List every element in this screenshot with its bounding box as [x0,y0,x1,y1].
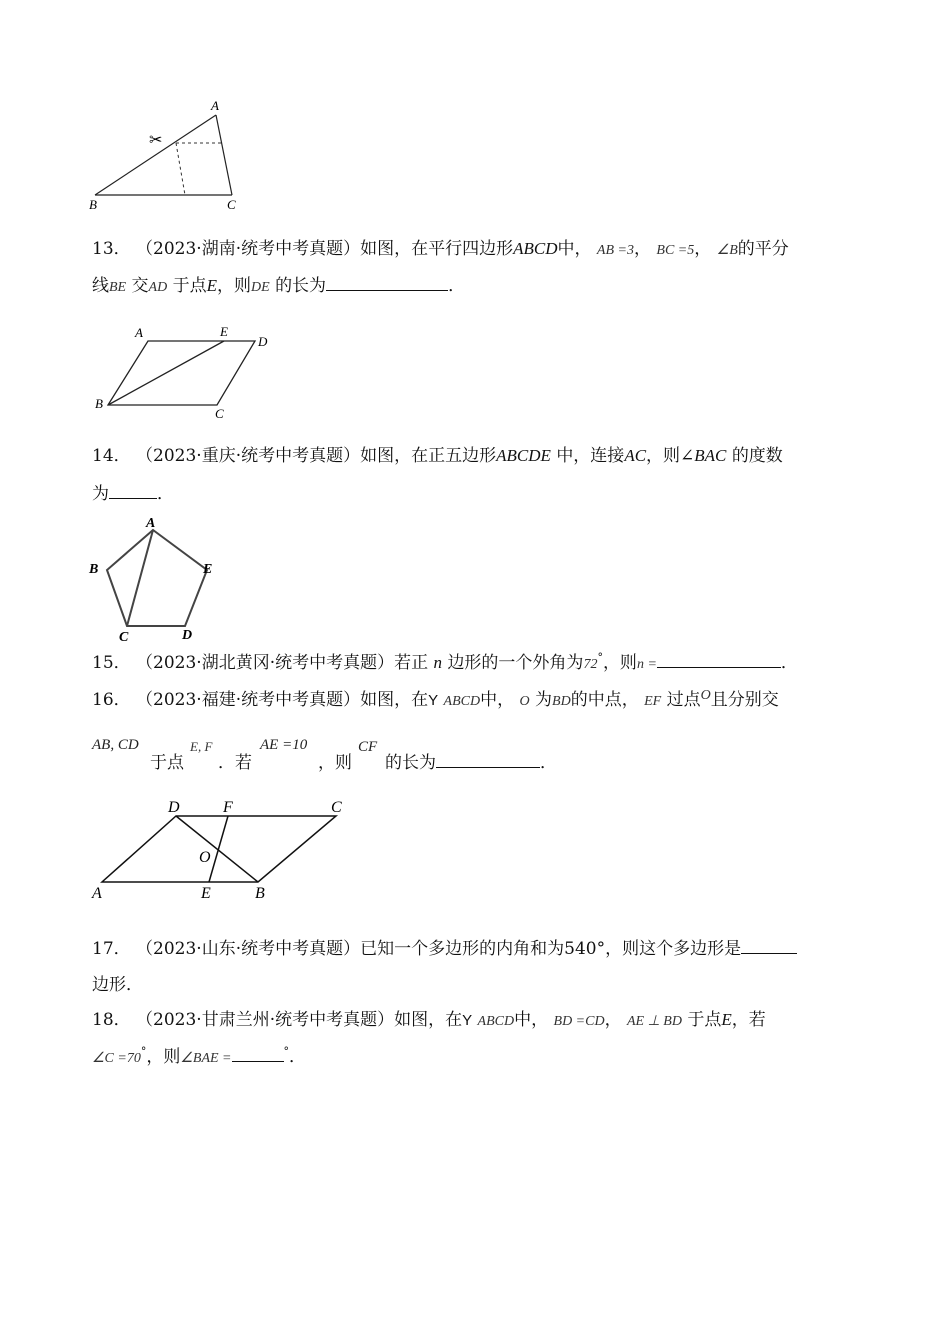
fig16-label-a: A [92,885,102,902]
q14-text: 的度数 [731,446,783,466]
q18-text: 如图，在 [394,1010,463,1030]
q16-text: 如图，在 [360,690,429,710]
q15-line1 [92,651,798,677]
q18-degree: ° [283,1045,289,1058]
q16-math-e-f: E, F [190,739,213,754]
fig16-label-o: O [199,849,211,866]
fig13-label-d: D [258,334,268,349]
q17-answer-blank[interactable] [741,937,797,954]
q16-text: 中， [480,690,515,710]
q14-math-ac: AC [624,446,647,465]
q16-math-ae-10: AE =10 [260,737,308,753]
q16-math-o: O [519,694,530,709]
q15-number: 15． [92,653,131,673]
q18-math-abcd: ABCD [477,1014,515,1029]
q13-text: 线 [92,276,109,296]
fig12-label-b: B [89,197,97,212]
q16-text: 于点 [150,753,184,773]
q13-text: 交 [131,276,149,296]
q15-source: （2023·湖北黄冈·统考中考真题） [136,653,395,673]
q16-text: 为 [535,690,553,710]
q15-text: 若正 [394,653,429,673]
fig12-label-a: A [211,98,219,113]
fig13-label-c: C [215,406,224,421]
fig16-label-b: B [255,885,265,902]
q13-text: ， [633,239,651,259]
fig16-label-e: E [201,885,211,902]
q18-number: 18． [92,1010,131,1030]
q13-math-e: E [206,276,217,295]
q17-source: （2023·山东·统考中考真题） [136,939,361,959]
fig14-label-e: E [203,562,213,577]
fig14-label-a: A [146,516,156,531]
q14-answer-blank[interactable] [109,482,157,499]
q13-text: 如图，在平行四边形 [360,239,514,259]
q13-line1 [92,237,789,263]
q13-math-ab: AB =3 [596,243,634,258]
q16-math-bd: BD [552,694,571,709]
q14-source: （2023·重庆·统考中考真题） [136,446,361,466]
q13-math-abcd: ABCD [513,239,558,258]
q15-text: 边形的一个外角为 [447,653,584,673]
q15-math-72: 72 [583,657,598,672]
scissors-icon: ✂ [149,132,163,149]
q13-answer-blank[interactable] [326,274,448,291]
q14-math-angle-bac: ∠BAC [680,446,727,465]
q15-answer-blank[interactable] [657,651,781,668]
q15-math-n: n [433,653,443,672]
q16-line1 [92,688,779,714]
fig16-label-d: D [168,799,180,816]
parallelogram-abcd-figure [90,320,280,425]
q16-text: 的中点， [570,690,639,710]
q16-line2c [318,751,352,775]
q16-text: 过点 [666,690,701,710]
q17-line1 [92,937,797,961]
q14-text: 如图，在正五边形 [360,446,497,466]
parallelogram-ef-figure [88,795,358,907]
q15-text: ，则 [602,653,637,673]
q15-text: ． [780,653,798,673]
fig12-label-c: C [227,197,236,212]
q18-math-angle-bae: ∠BAE = [180,1051,232,1066]
q17-text: 边形． [92,975,143,995]
q13-math-be: BE [109,280,127,295]
q13-text: 的平分 [737,239,789,259]
q18-source: （2023·甘肃兰州·统考中考真题） [136,1010,395,1030]
q14-math-abcde: ABCDE [496,446,551,465]
q14-text: ． [157,484,174,504]
fig14-label-b: B [89,562,99,577]
q16-math-ef: EF [644,694,662,709]
q18-math-ae-perp-bd: AE ⊥ BD [626,1014,682,1029]
q16-line2d [385,751,557,775]
q18-text: ． [289,1047,306,1067]
q16-math-cf: CF [358,739,378,755]
fig13-label-b: B [95,396,103,411]
q13-text: 的长为 [275,276,327,296]
q18-line1 [92,1008,766,1034]
q13-text: 于点 [172,276,207,296]
q16-source: （2023·福建·统考中考真题） [136,690,361,710]
q16-line2b [218,751,252,775]
q14-text: 为 [92,484,109,504]
q17-number: 17． [92,939,131,959]
pentagon-abcde-figure [85,512,225,647]
q13-line2 [92,274,465,300]
q13-number: 13． [92,239,131,259]
q14-text: ，则 [646,446,681,466]
q13-text: 中， [557,239,592,259]
q13-math-bc: BC =5 [656,243,695,258]
fig14-label-d: D [182,628,193,643]
q14-number: 14． [92,446,131,466]
triangle-cut-figure [85,95,255,215]
q18-text: ，则 [146,1047,181,1067]
q17-line2 [92,973,143,997]
fig13-label-e: E [220,324,228,339]
q14-line2 [92,482,174,506]
fig16-label-c: C [331,799,342,816]
q14-text: 中，连接 [556,446,625,466]
q17-text: 已知一个多边形的内角和为 [360,939,565,959]
q16-math-abcd: ABCD [443,694,481,709]
q16-math-ab-cd: AB, CD [92,737,139,753]
q18-math-bd-cd: BD =CD [553,1014,605,1029]
q18-line2 [92,1045,306,1071]
fig13-label-a: A [135,325,143,340]
q15-math-n-eq: n = [636,657,657,672]
q16-text: 的长为 [385,753,436,773]
fig14-label-c: C [119,630,129,645]
q18-math-e: E [721,1010,732,1029]
q17-math-540: 540° [564,939,606,959]
q13-text: ， [694,239,712,259]
q13-text: ． [448,276,466,296]
q18-text: ， [604,1010,622,1030]
fig16-label-f: F [223,799,233,816]
q13-source: （2023·湖南·统考中考真题） [136,239,361,259]
q16-line2 [150,751,184,775]
q18-degree: ° [140,1045,147,1058]
q18-answer-blank[interactable] [232,1045,284,1062]
q18-math-angle-c: ∠C =70 [92,1051,141,1066]
q16-text: ，则 [318,753,352,773]
q13-math-de: DE [250,280,270,295]
q16-number: 16． [92,690,131,710]
q16-text: ．若 [218,753,252,773]
q16-text: 且分别交 [710,690,779,710]
parallelogram-symbol: Y [428,692,439,709]
q18-text: 于点 [687,1010,722,1030]
q13-text: ，则 [216,276,251,296]
q14-line1 [92,444,783,468]
q15-degree: ° [597,651,603,664]
q13-math-angle-b: ∠B [716,243,738,258]
parallelogram-symbol: Y [462,1012,473,1029]
q13-math-ad: AD [148,280,168,295]
q16-text: ． [540,753,557,773]
q18-text: ，若 [731,1010,766,1030]
q16-math-o2: O [700,688,711,703]
q18-text: 中， [514,1010,549,1030]
q17-text: ，则这个多边形是 [605,939,742,959]
q16-answer-blank[interactable] [436,751,540,768]
